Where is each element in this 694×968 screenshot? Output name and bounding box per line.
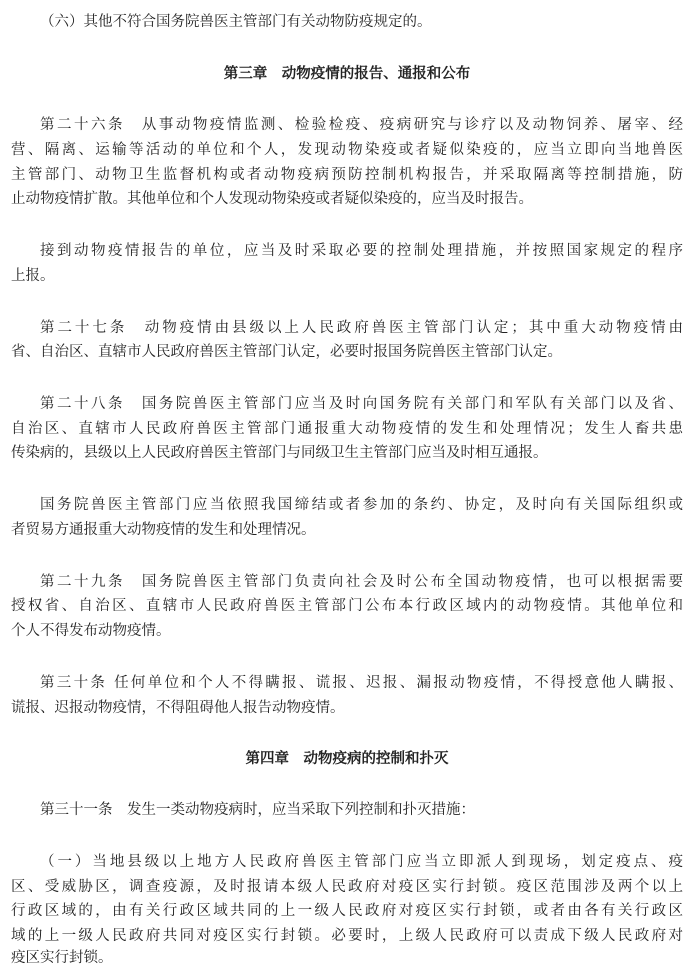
text-line: 者贸易方通报重大动物疫情的发生和处理情况。 bbox=[11, 522, 316, 538]
text-line: 第三十一条 发生一类动物疫病时，应当采取下列控制和扑灭措施： bbox=[40, 802, 475, 818]
text-line: （一）当地县级以上地方人民政府兽医主管部门应当立即派人到现场，划定疫点、疫 bbox=[40, 854, 683, 870]
text-line: 谎报、迟报动物疫情，不得阻碍他人报告动物疫情。 bbox=[11, 700, 345, 716]
text-line: 授权省、自治区、直辖市人民政府兽医主管部门公布本行政区域内的动物疫情。其他单位和 bbox=[11, 598, 683, 614]
text-line: 国务院兽医主管部门应当依照我国缔结或者参加的条约、协定，及时向有关国际组织或 bbox=[40, 497, 683, 513]
text-line: 第三十条 任何单位和个人不得瞒报、谎报、迟报、漏报动物疫情，不得授意他人瞒报、 bbox=[40, 675, 683, 691]
text-line: 第二十七条 动物疫情由县级以上人民政府兽医主管部门认定；其中重大动物疫情由 bbox=[40, 320, 683, 336]
text-line: 第二十六条 从事动物疫情监测、检验检疫、疫病研究与诊疗以及动物饲养、屠宰、经 bbox=[40, 117, 683, 133]
text-line: 个人不得发布动物疫情。 bbox=[11, 623, 171, 639]
text-line: 营、隔离、运输等活动的单位和个人，发现动物染疫或者疑似染疫的，应当立即向当地兽医 bbox=[11, 142, 683, 158]
text-line: 上报。 bbox=[11, 268, 55, 284]
text-line: 第二十九条 国务院兽医主管部门负责向社会及时公布全国动物疫情，也可以根据需要 bbox=[40, 574, 683, 590]
text-line: 区、受威胁区，调查疫源，及时报请本级人民政府对疫区实行封锁。疫区范围涉及两个以上 bbox=[11, 879, 683, 895]
text-line: 第二十八条 国务院兽医主管部门应当及时向国务院有关部门和军队有关部门以及省、 bbox=[40, 396, 683, 412]
text-line: 行政区域的，由有关行政区域共同的上一级人民政府对疫区实行封锁，或者由各有关行政区 bbox=[11, 903, 683, 919]
text-line: 主管部门、动物卫生监督机构或者动物疫病预防控制机构报告，并采取隔离等控制措施，防 bbox=[11, 167, 683, 183]
text-line: 接到动物疫情报告的单位，应当及时采取必要的控制处理措施，并按照国家规定的程序 bbox=[40, 243, 683, 259]
text-line: 省、自治区、直辖市人民政府兽医主管部门认定，必要时报国务院兽医主管部门认定。 bbox=[11, 344, 562, 360]
text-line: 止动物疫情扩散。其他单位和个人发现动物染疫或者疑似染疫的，应当及时报告。 bbox=[11, 191, 533, 207]
text-line: 疫区实行封锁。 bbox=[11, 950, 113, 966]
text-line: （六）其他不符合国务院兽医主管部门有关动物防疫规定的。 bbox=[40, 14, 432, 30]
text-line: 传染病的，县级以上人民政府兽医主管部门与同级卫生主管部门应当及时相互通报。 bbox=[11, 445, 548, 461]
chapter-heading: 第四章 动物疫病的控制和扑灭 bbox=[245, 751, 449, 767]
text-line: 域的上一级人民政府共同对疫区实行封锁。必要时，上级人民政府可以责成下级人民政府对 bbox=[11, 928, 683, 944]
text-line: 自治区、直辖市人民政府兽医主管部门通报重大动物疫情的发生和处理情况；发生人畜共患 bbox=[11, 421, 683, 437]
chapter-heading: 第三章 动物疫情的报告、通报和公布 bbox=[223, 66, 471, 82]
